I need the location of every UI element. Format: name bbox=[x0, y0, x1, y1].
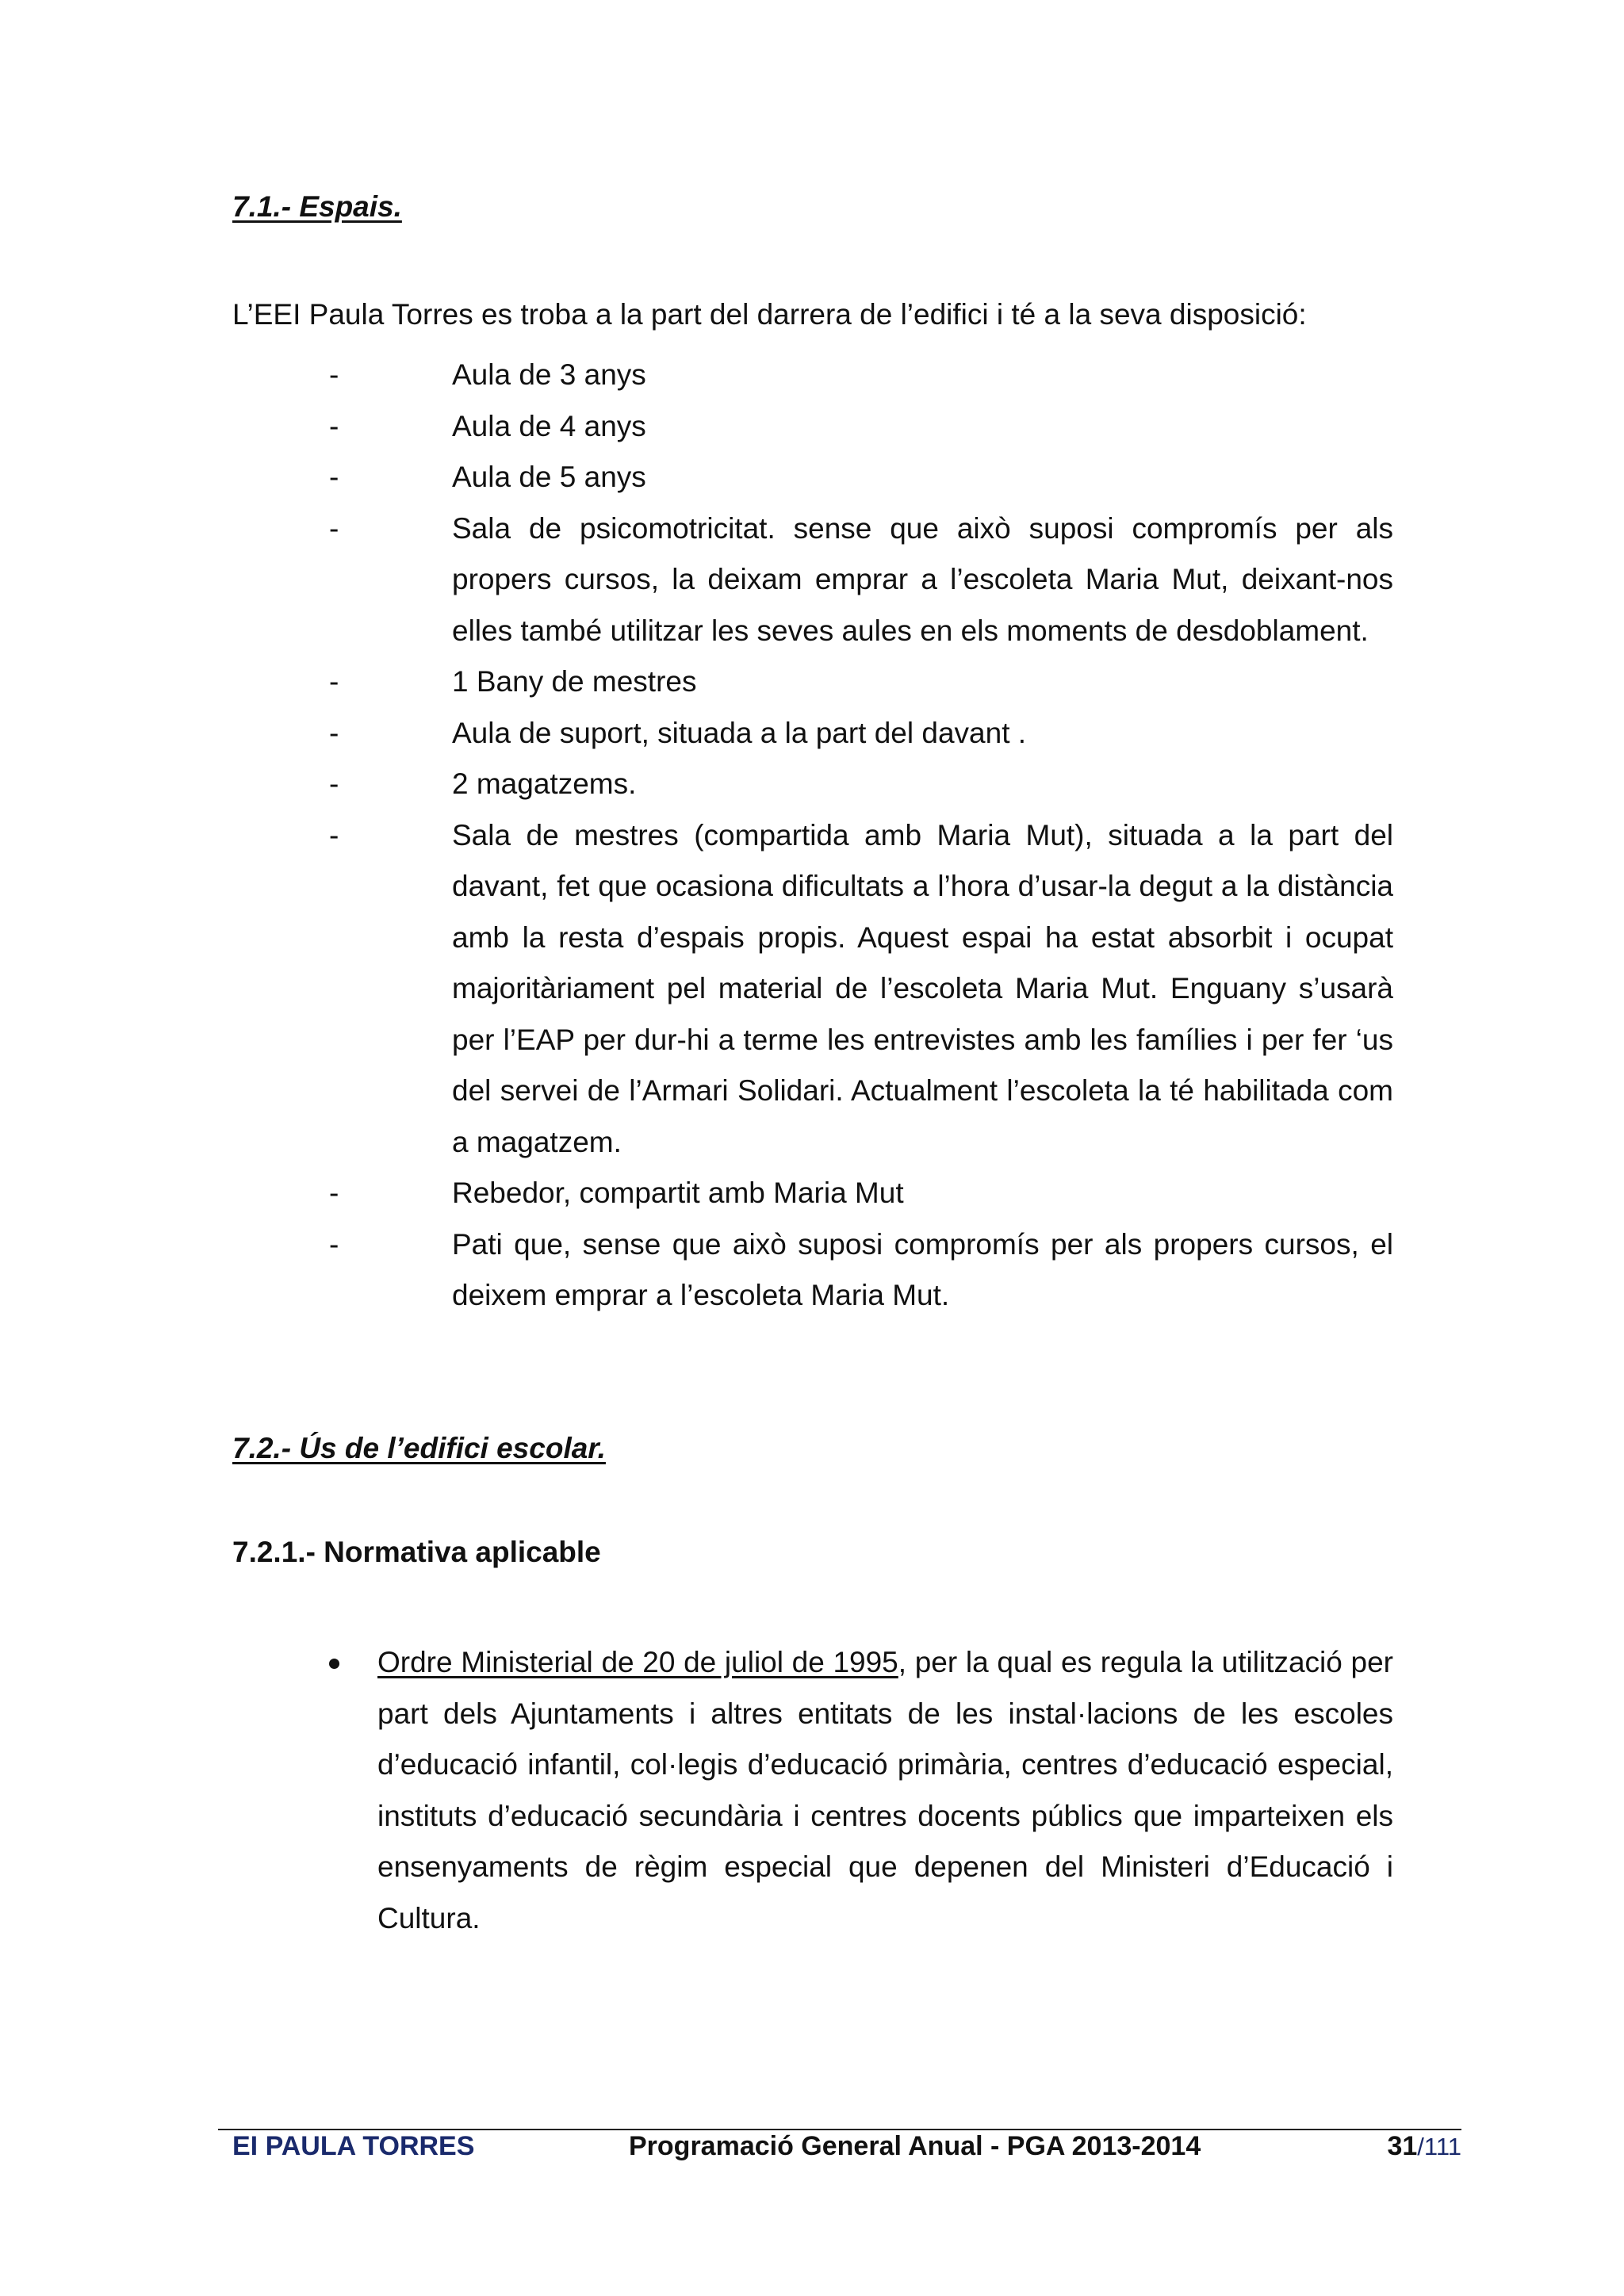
list-item bbox=[232, 350, 1393, 401]
list-item-text: Rebedor, compartit amb Maria Mut bbox=[452, 1177, 904, 1209]
regulation-link[interactable]: Ordre Ministerial de 20 de juliol de 1995 bbox=[377, 1646, 898, 1678]
list-item bbox=[232, 759, 1393, 810]
list-item-text: 1 Bany de mestres bbox=[452, 665, 697, 698]
dash-marker: - bbox=[329, 461, 339, 493]
section-heading-espais: 7.1.- Espais. bbox=[232, 190, 402, 223]
footer-page-number bbox=[1387, 2131, 1461, 2162]
list-item-text: Aula de 5 anys bbox=[452, 461, 646, 493]
list-item bbox=[232, 503, 1393, 657]
list-item-text: Pati que, sense que això suposi compromís per als propers cursos, el deixem emprar a l’escoleta Maria Mut. bbox=[452, 1227, 1393, 1311]
section-heading-us-edifici: 7.2.- Ús de l’edifici escolar. bbox=[232, 1432, 606, 1464]
list-item bbox=[232, 1219, 1393, 1322]
list-item-text: Sala de psicomotricitat. sense que això suposi compromís per als propers cursos, la deixam emprar a l’escoleta Maria Mut, deixant-nos elles també utilitzar les seves aules en els moments de desdoblament. bbox=[452, 511, 1393, 647]
list-item bbox=[232, 1168, 1393, 1219]
intro-paragraph: L’EEI Paula Torres es troba a la part del darrera de l’edifici i té a la seva disposició: bbox=[232, 298, 1307, 331]
footer-divider bbox=[218, 2129, 1461, 2130]
list-item-text: Aula de 3 anys bbox=[452, 358, 646, 391]
dash-marker: - bbox=[329, 1227, 339, 1261]
subsection-heading-normativa: 7.2.1.- Normativa aplicable bbox=[232, 1536, 601, 1568]
dash-marker: - bbox=[329, 409, 339, 442]
dash-marker: - bbox=[329, 818, 339, 851]
list-item bbox=[232, 401, 1393, 453]
bullet-icon bbox=[329, 1659, 339, 1669]
footer-school-name: EI PAULA TORRES bbox=[232, 2131, 475, 2161]
footer-document-title: Programació General Anual - PGA 2013-2014 bbox=[629, 2131, 1201, 2161]
list-item-text: Aula de 4 anys bbox=[452, 409, 646, 442]
current-page: 31 bbox=[1387, 2131, 1418, 2161]
dash-marker: - bbox=[329, 767, 339, 800]
list-item-text: 2 magatzems. bbox=[452, 767, 637, 800]
dash-marker: - bbox=[329, 1177, 339, 1209]
spaces-list bbox=[232, 350, 1393, 1322]
list-item-text: Sala de mestres (compartida amb Maria Mut), situada a la part del davant, fet que ocasiona dificultats a l’hora d’usar-la degut a la distància amb la resta d’espais propis. Aquest espai ha estat absorbit i ocupat majoritàriament pel material de l’escoleta Maria Mut. Enguany s’usarà per l’EAP per dur-hi a terme les entrevistes amb les famílies i per fer ‘us del servei de l’Armari Solidari. Actualment l’escoleta la té habilitada com a magatzem. bbox=[452, 818, 1393, 1158]
list-item bbox=[232, 452, 1393, 503]
list-item bbox=[232, 708, 1393, 760]
total-pages: /111 bbox=[1417, 2133, 1461, 2160]
regulation-list bbox=[232, 1637, 1393, 1944]
regulation-text: , per la qual es regula la utilització per part dels Ajuntaments i altres entitats de les instal·lacions de les escoles d’educació infantil, col·legis d’educació primària, centres d’educació especial, instituts d’educació secundària i centres docents públics que imparteixen els ensenyaments de règim especial que depenen del Ministeri d’Educació i Cultura. bbox=[377, 1646, 1393, 1934]
dash-marker: - bbox=[329, 665, 339, 698]
list-item bbox=[232, 810, 1393, 1169]
dash-marker: - bbox=[329, 716, 339, 749]
list-item bbox=[232, 656, 1393, 708]
dash-marker: - bbox=[329, 358, 339, 391]
list-item bbox=[232, 1637, 1393, 1944]
page-footer bbox=[232, 2131, 1461, 2171]
dash-marker: - bbox=[329, 511, 339, 545]
list-item-text: Aula de suport, situada a la part del davant . bbox=[452, 716, 1027, 749]
